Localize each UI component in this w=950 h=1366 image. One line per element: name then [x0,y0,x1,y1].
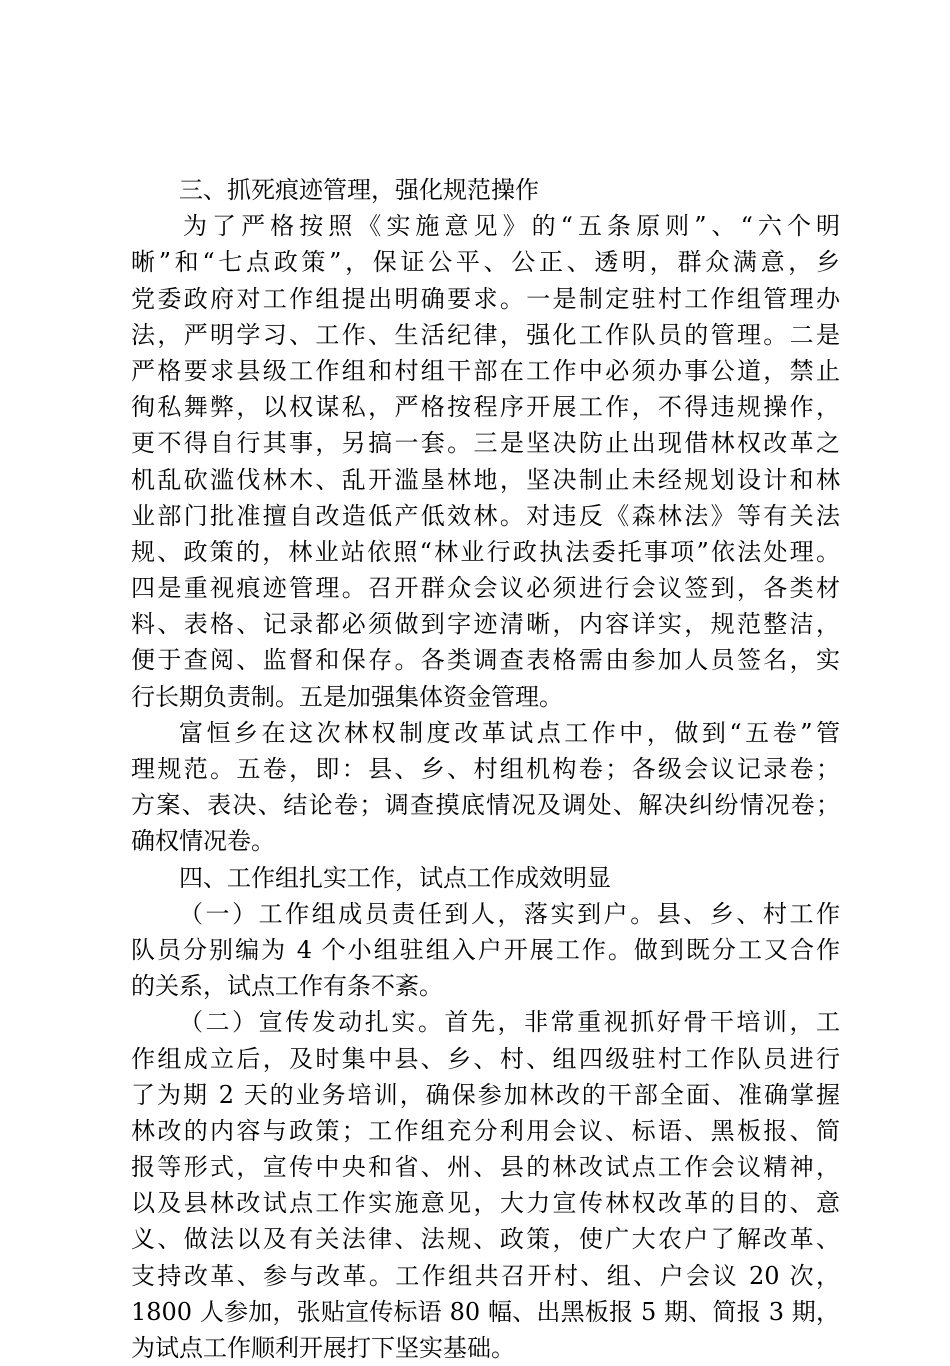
text-line: 机乱砍滥伐林木、乱开滥垦林地，坚决制止未经规划设计和林 [131,465,840,494]
text-line: 富恒乡在这次林权制度改革试点工作中，做到“五卷”管 [179,718,840,747]
text-line: 更不得自行其事，另搞一套。三是坚决防止出现借林权改革之 [131,429,840,458]
text-line: 四是重视痕迹管理。召开群众会议必须进行会议签到，各类材 [131,574,840,603]
text-line: 为了严格按照《实施意见》的“五条原则”、“六个明 [183,212,840,241]
text-line: 徇私舞弊，以权谋私，严格按程序开展工作，不得违规操作， [131,393,840,422]
text-line: 规、政策的，林业站依照“林业行政执法委托事项”依法处理。 [131,537,840,566]
text-line: 严格要求县级工作组和村组干部在工作中必须办事公道，禁止 [131,356,840,385]
text-line: 义、做法以及有关法律、法规、政策，使广大农户了解改革、 [131,1225,840,1254]
text-line: 方案、表决、结论卷；调查摸底情况及调处、解决纠纷情况卷； [131,791,840,820]
text-line: 业部门批准擅自改造低产低效林。对违反《森林法》等有关法 [131,501,840,530]
text-line: 1800 人参加，张贴宣传标语 80 幅、出黑板报 5 期、简报 3 期， [131,1297,840,1326]
text-line: 以及县林改试点工作实施意见，大力宣传林权改革的目的、意 [131,1189,840,1218]
text-line: 行长期负责制。五是加强集体资金管理。 [131,682,563,711]
text-line: （二）宣传发动扎实。首先，非常重视抓好骨干培训，工 [179,1008,840,1037]
text-line: 晰”和“七点政策”，保证公平、公正、透明，群众满意，乡 [131,248,840,277]
text-line: 报等形式，宣传中央和省、州、县的林改试点工作会议精神， [131,1153,840,1182]
text-line: 理规范。五卷，即：县、乡、村组机构卷；各级会议记录卷； [131,755,840,783]
text-line: 便于查阅、监督和保存。各类调查表格需由参加人员签名，实 [131,646,840,675]
section-heading: 三、抓死痕迹管理，强化规范操作 [179,176,539,204]
section-heading: 四、工作组扎实工作，试点工作成效明显 [179,863,611,892]
text-line: 林改的内容与政策；工作组充分利用会议、标语、黑板报、简 [131,1116,840,1145]
text-line: 了为期 2 天的业务培训，确保参加林改的干部全面、准确掌握 [131,1080,840,1109]
text-line: 作组成立后，及时集中县、乡、村、组四级驻村工作队员进行 [131,1044,840,1073]
text-line: 的关系，试点工作有条不紊。 [131,972,443,1001]
text-line: （一）工作组成员责任到人，落实到户。县、乡、村工作 [179,899,840,928]
text-line: 队员分别编为 4 个小组驻组入户开展工作。做到既分工又合作 [131,935,840,964]
text-line: 法，严明学习、工作、生活纪律，强化工作队员的管理。二是 [131,320,840,349]
text-line: 支持改革、参与改革。工作组共召开村、组、户会议 20 次， [131,1261,840,1290]
text-line: 为试点工作顺利开展打下坚实基础。 [131,1334,515,1362]
document-body [131,172,840,1366]
text-line: 确权情况卷。 [131,827,275,856]
text-line: 料、表格、记录都必须做到字迹清晰，内容详实，规范整洁， [131,610,840,639]
text-line: 党委政府对工作组提出明确要求。一是制定驻村工作组管理办 [131,284,840,313]
